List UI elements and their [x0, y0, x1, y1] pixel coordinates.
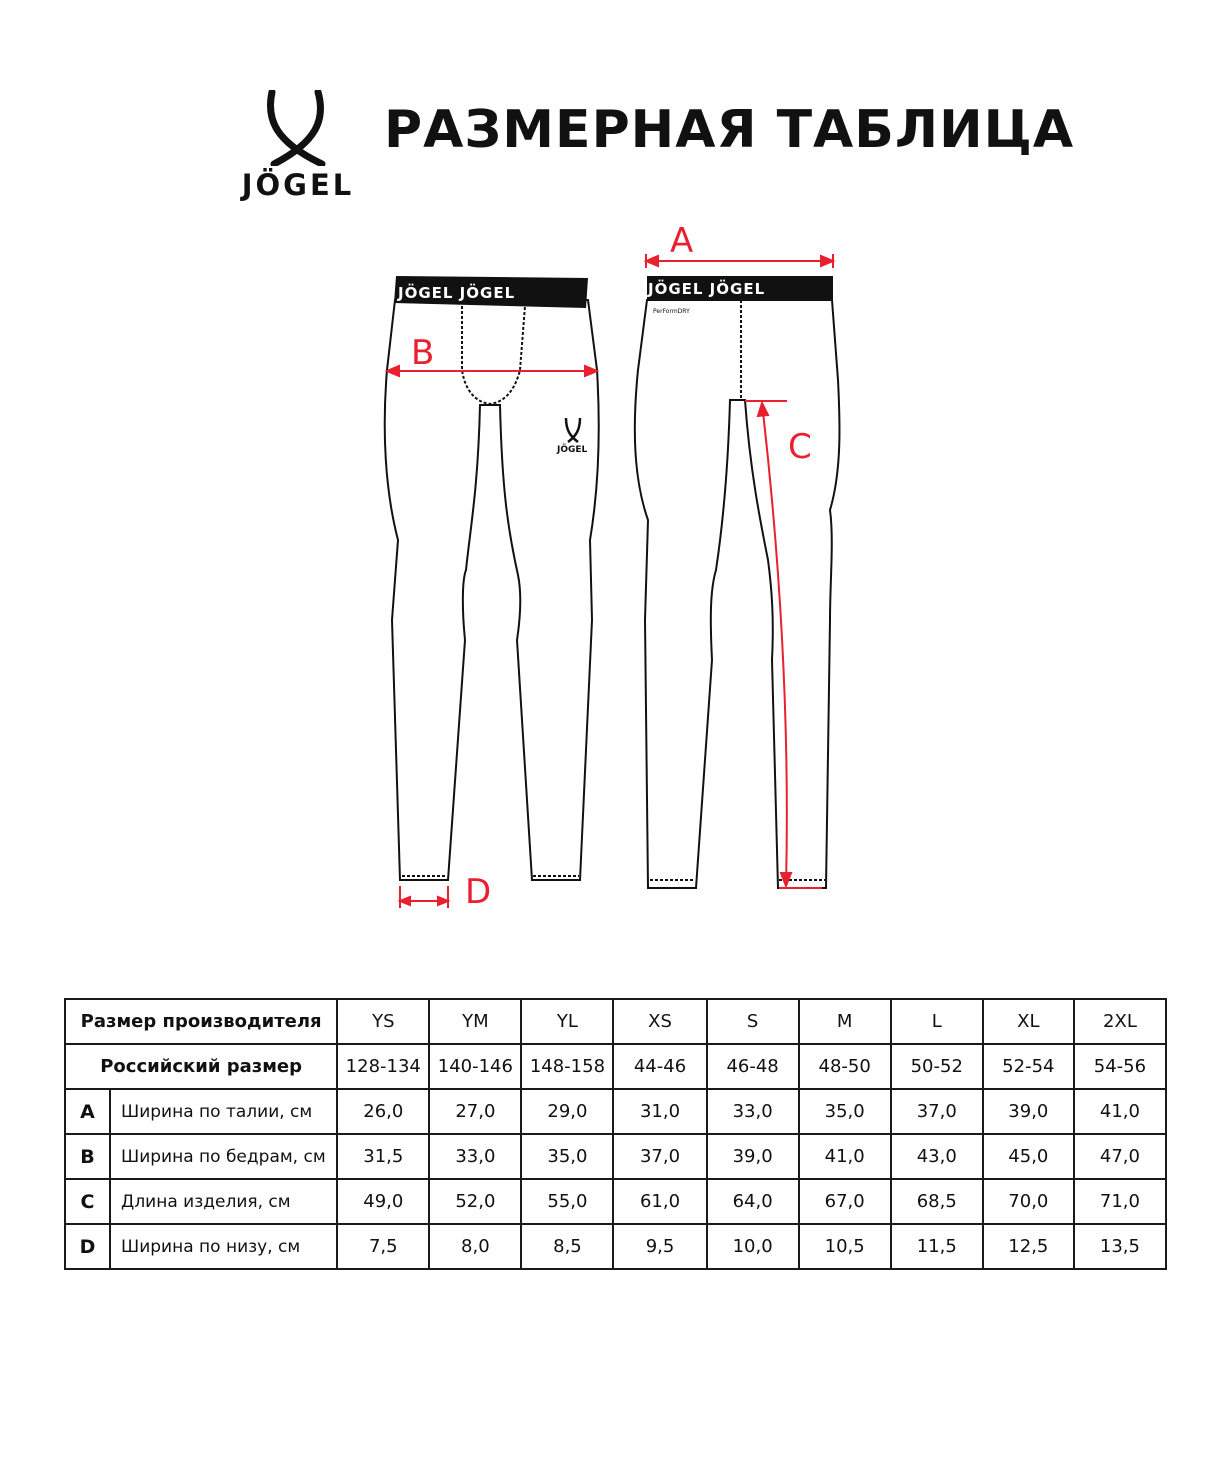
value-cell: 41,0 — [1074, 1089, 1166, 1134]
size-cell: YM — [429, 999, 521, 1044]
russian-size-cell: 44-46 — [613, 1044, 706, 1089]
size-cell: YS — [337, 999, 429, 1044]
value-cell: 45,0 — [983, 1134, 1074, 1179]
value-cell: 33,0 — [707, 1089, 799, 1134]
value-cell: 12,5 — [983, 1224, 1074, 1269]
row-letter: A — [65, 1089, 110, 1134]
row-label: Длина изделия, см — [110, 1179, 337, 1224]
value-cell: 11,5 — [891, 1224, 983, 1269]
value-cell: 68,5 — [891, 1179, 983, 1224]
value-cell: 64,0 — [707, 1179, 799, 1224]
value-cell: 43,0 — [891, 1134, 983, 1179]
value-cell: 7,5 — [337, 1224, 429, 1269]
jogel-emblem-icon — [266, 90, 330, 166]
value-cell: 8,5 — [521, 1224, 613, 1269]
russian-size-cell: 54-56 — [1074, 1044, 1166, 1089]
row-letter: D — [65, 1224, 110, 1269]
pants-diagram — [360, 220, 880, 920]
value-cell: 35,0 — [799, 1089, 891, 1134]
value-cell: 39,0 — [707, 1134, 799, 1179]
back-outline — [635, 300, 840, 888]
size-cell: XL — [983, 999, 1074, 1044]
size-cell: 2XL — [1074, 999, 1166, 1044]
table-row-c — [65, 1179, 1166, 1224]
front-leg-logo — [556, 418, 588, 455]
marker-b: B — [411, 333, 435, 373]
brand-logo — [236, 90, 360, 208]
value-cell: 52,0 — [429, 1179, 521, 1224]
value-cell: 10,0 — [707, 1224, 799, 1269]
size-table — [64, 998, 1167, 1270]
marker-a: A — [670, 221, 694, 261]
value-cell: 26,0 — [337, 1089, 429, 1134]
value-cell: 61,0 — [613, 1179, 706, 1224]
value-cell: 35,0 — [521, 1134, 613, 1179]
front-outline — [385, 300, 599, 880]
value-cell: 9,5 — [613, 1224, 706, 1269]
value-cell: 67,0 — [799, 1179, 891, 1224]
value-cell: 13,5 — [1074, 1224, 1166, 1269]
table-row-russian — [65, 1044, 1166, 1089]
value-cell: 27,0 — [429, 1089, 521, 1134]
value-cell: 70,0 — [983, 1179, 1074, 1224]
marker-c: C — [788, 427, 812, 467]
value-cell: 29,0 — [521, 1089, 613, 1134]
russian-size-cell: 46-48 — [707, 1044, 799, 1089]
row-label: Ширина по талии, см — [110, 1089, 337, 1134]
size-cell: M — [799, 999, 891, 1044]
front-leg-logo-text: JÖGEL — [557, 445, 588, 455]
russian-size-cell: 50-52 — [891, 1044, 983, 1089]
row-letter: C — [65, 1179, 110, 1224]
measure-d — [400, 886, 448, 908]
value-cell: 55,0 — [521, 1179, 613, 1224]
value-cell: 37,0 — [613, 1134, 706, 1179]
marker-d: D — [465, 872, 492, 912]
back-waistband-text: JÖGEL JÖGEL — [648, 280, 766, 298]
back-view — [635, 300, 840, 888]
russian-size-cell: 140-146 — [429, 1044, 521, 1089]
page-title: РАЗМЕРНАЯ ТАБЛИЦА — [384, 100, 1075, 160]
size-cell: XS — [613, 999, 706, 1044]
front-gusset — [462, 306, 525, 404]
row-label: Ширина по низу, см — [110, 1224, 337, 1269]
value-cell: 49,0 — [337, 1179, 429, 1224]
value-cell: 31,0 — [613, 1089, 706, 1134]
manufacturer-size-label: Размер производителя — [65, 999, 337, 1044]
value-cell: 8,0 — [429, 1224, 521, 1269]
russian-size-cell: 52-54 — [983, 1044, 1074, 1089]
russian-size-cell: 128-134 — [337, 1044, 429, 1089]
size-cell: L — [891, 999, 983, 1044]
value-cell: 71,0 — [1074, 1179, 1166, 1224]
table-row-b — [65, 1134, 1166, 1179]
value-cell: 31,5 — [337, 1134, 429, 1179]
measure-c — [745, 401, 822, 888]
back-tag: PerFormDRY — [653, 308, 690, 315]
front-view — [385, 300, 599, 880]
row-label: Ширина по бедрам, см — [110, 1134, 337, 1179]
brand-name: JÖGEL — [241, 168, 355, 202]
size-cell: S — [707, 999, 799, 1044]
size-cell: YL — [521, 999, 613, 1044]
value-cell: 10,5 — [799, 1224, 891, 1269]
table-row-a — [65, 1089, 1166, 1134]
russian-size-label: Российский размер — [65, 1044, 337, 1089]
value-cell: 47,0 — [1074, 1134, 1166, 1179]
table-row-manufacturer — [65, 999, 1166, 1044]
front-waistband-text: JÖGEL JÖGEL — [398, 284, 516, 302]
value-cell: 39,0 — [983, 1089, 1074, 1134]
value-cell: 33,0 — [429, 1134, 521, 1179]
russian-size-cell: 48-50 — [799, 1044, 891, 1089]
value-cell: 37,0 — [891, 1089, 983, 1134]
table-row-d — [65, 1224, 1166, 1269]
value-cell: 41,0 — [799, 1134, 891, 1179]
row-letter: B — [65, 1134, 110, 1179]
russian-size-cell: 148-158 — [521, 1044, 613, 1089]
